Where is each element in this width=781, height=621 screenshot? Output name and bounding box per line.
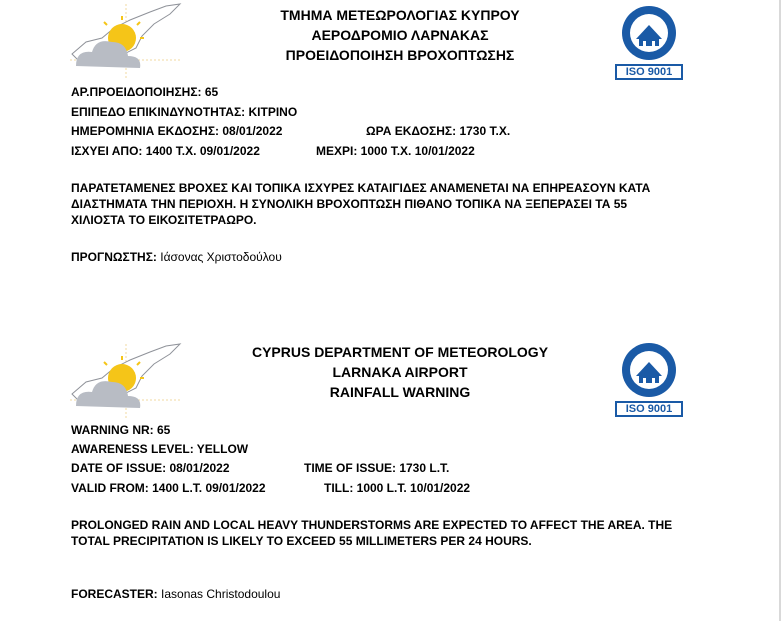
met-service-logo <box>66 2 184 80</box>
valid-from: ΙΣΧΥΕΙ ΑΠΟ: 1400 Τ.Χ. 09/01/2022 <box>71 144 260 158</box>
awareness-level: AWARENESS LEVEL: YELLOW <box>71 442 249 456</box>
forecaster-label: FORECASTER: <box>71 587 158 601</box>
english-title-line-3: RAINFALL WARNING <box>329 384 471 400</box>
met-service-logo <box>66 342 184 420</box>
warning-message: ΠΑΡΑΤΕΤΑΜΕΝΕΣ ΒΡΟΧΕΣ ΚΑΙ ΤΟΠΙΚΑ ΙΣΧΥΡΕΣ ΚΑΤΑΙΓΙΔΕΣ ΑΝΑΜΕΝΕΤΑΙ ΝΑ ΕΠΗΡΕΑΣΟΥΝ ΚΑΤΑ ΔΙΑΣΤΗΜΑΤΑ ΤΗΝ ΠΕΡΙΟΧΗ. Η ΣΥΝΟΛΙΚΗ ΒΡΟΧΟΠΤΩΣΗ ΠΙΘΑΝΟ ΤΟΠΙΚΑ ΝΑ ΞΕΠΕΡΑΣΕΙ ΤΑ 55 ΧΙΛΙΟΣΤΑ ΤΟ ΕΙΚΟΣΙΤΕΤΡΑΩΡΟ. <box>71 181 651 227</box>
warning-number: ΑΡ.ΠΡΟΕΙΔΟΠΟΙΗΣΗΣ: 65 <box>71 85 219 99</box>
greek-title <box>190 5 610 65</box>
valid-till: TILL: 1000 L.T. 10/01/2022 <box>324 481 471 495</box>
english-title <box>190 342 610 402</box>
date-of-issue: DATE OF ISSUE: 08/01/2022 <box>71 461 230 475</box>
awareness-level: ΕΠΙΠΕΔΟ ΕΠΙΚΙΝΔΥΝΟΤΗΤΑΣ: ΚΙΤΡΙΝΟ <box>71 105 298 119</box>
time-of-issue: ΩΡΑ ΕΚΔΟΣΗΣ: 1730 Τ.Χ. <box>366 124 511 138</box>
date-of-issue: ΗΜΕΡΟΜΗΝΙΑ ΕΚΔΟΣΗΣ: 08/01/2022 <box>71 124 283 138</box>
iso-badge-text: ISO 9001 <box>625 403 673 415</box>
valid-till: ΜΕΧΡΙ: 1000 Τ.Χ. 10/01/2022 <box>316 144 475 158</box>
english-title-line-1: CYPRUS DEPARTMENT OF METEOROLOGY <box>251 344 549 360</box>
greek-title-line-2: ΑΕΡΟΔΡΟΜΙΟ ΛΑΡΝΑΚΑΣ <box>311 27 489 43</box>
english-title-line-2: LARNAKA AIRPORT <box>332 364 468 380</box>
iso-badge-text: ISO 9001 <box>625 66 673 78</box>
forecaster <box>71 249 282 266</box>
valid-from: VALID FROM: 1400 L.T. 09/01/2022 <box>71 481 266 495</box>
time-of-issue: TIME OF ISSUE: 1730 L.T. <box>304 461 450 475</box>
warning-message: PROLONGED RAIN AND LOCAL HEAVY THUNDERSTORMS ARE EXPECTED TO AFFECT THE AREA. THE TOTAL PRECIPITATION IS LIKELY TO EXCEED 55 MILLIMETERS PER 24 HOURS. <box>71 518 673 548</box>
forecaster-name: Iasonas Christodoulou <box>161 587 281 601</box>
english-section <box>0 340 770 621</box>
forecaster <box>71 586 280 603</box>
greek-section <box>0 0 770 300</box>
forecaster-name: Ιάσονας Χριστοδούλου <box>160 250 282 264</box>
forecaster-label: ΠΡΟΓΝΩΣΤΗΣ: <box>71 250 157 264</box>
greek-title-line-1: ΤΜΗΜΑ ΜΕΤΕΩΡΟΛΟΓΙΑΣ ΚΥΠΡΟΥ <box>280 7 520 23</box>
greek-title-line-3: ΠΡΟΕΙΔΟΠΟΙΗΣΗ ΒΡΟΧΟΠΤΩΣΗΣ <box>285 47 515 63</box>
warning-number: WARNING NR: 65 <box>71 423 171 437</box>
